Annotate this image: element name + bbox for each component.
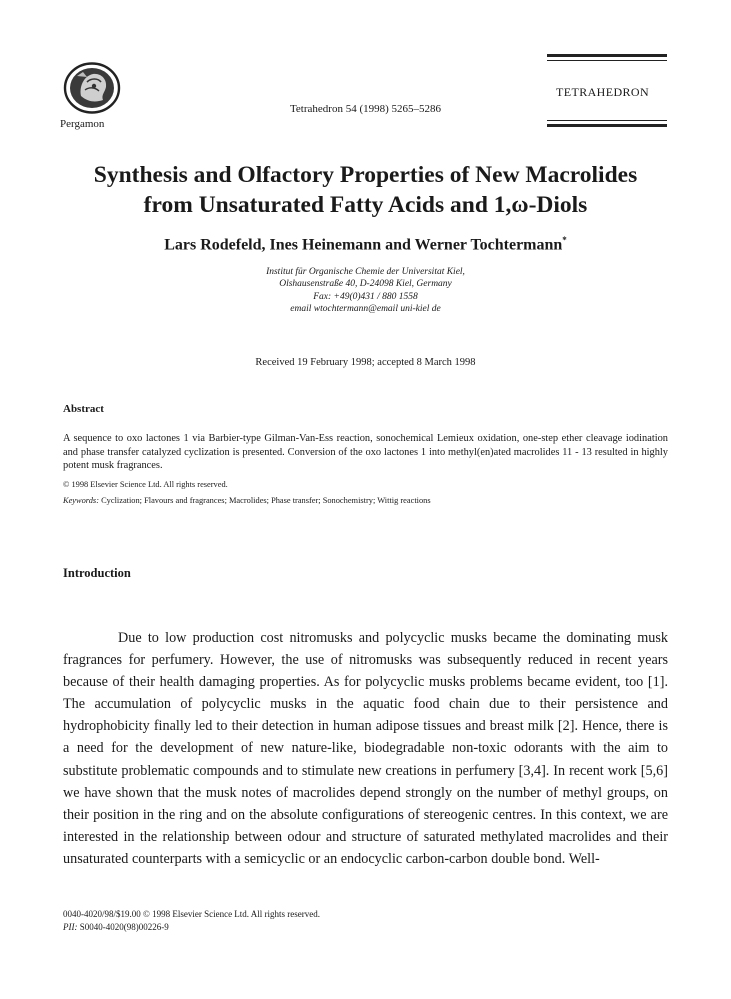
keywords-list: Cyclization; Flavours and fragrances; Macrolides; Phase transfer; Sonochemistry; Wittig reactions — [101, 496, 431, 505]
header-rule-top-2 — [547, 60, 667, 61]
corresponding-mark: * — [562, 235, 567, 245]
author-names: Lars Rodefeld, Ines Heinemann and Werner Tochtermann — [164, 236, 563, 254]
title-line-1: Synthesis and Olfactory Properties of New Macrolides — [93, 162, 638, 188]
introduction-body — [63, 627, 668, 870]
journal-citation: Tetrahedron 54 (1998) 5265–5286 — [289, 103, 442, 115]
affiliation-line-3: Fax: +49(0)431 / 880 1558 — [313, 291, 418, 302]
paper-title — [0, 160, 731, 220]
header-rule-bottom-2 — [547, 124, 667, 127]
affiliation-line-1: Institut für Organische Chemie der Universitat Kiel, — [266, 267, 465, 277]
affiliation-line-2: Olshausenstraße 40, D-24098 Kiel, Germany — [279, 279, 452, 290]
affiliation-line-4: email wtochtermann@email uni-kiel de — [290, 303, 441, 314]
title-line-2: from Unsaturated Fatty Acids and 1,ω-Diols — [143, 192, 588, 218]
header-rule-bottom-1 — [547, 120, 667, 121]
abstract-copyright: © 1998 Elsevier Science Ltd. All rights reserved. — [63, 480, 228, 489]
authors — [0, 235, 731, 254]
keywords-label: Keywords: — [63, 496, 99, 505]
header-rule-top-1 — [547, 54, 667, 57]
introduction-paragraph: Due to low production cost nitromusks and polycyclic musks became the dominating musk fragrances for perfumery. However, the use of nitromusks was subsequently reduced in recent years because of their health damaging properties. As for polycyclic musks problems became evident, too [1]. The accumulation of polycyclic musks in the aquatic food chain due to their persistence and hydrophobicity finally led to their detection in human adipose tissues and breast milk [2]. Hence, there is a need for the development of new nature-like, biodegradable non-toxic odorants with the aim to substitute problematic compounds and to stimulate new creations in perfumery [3,4]. In recent work [5,6] we have shown that the musk notes of macrolides depend strongly on the number of methyl groups, on their position in the ring and on the absolute configurations of stereogenic centres. In this context, we are interested in the relationship between odour and structure of saturated methylated macrolides and their unsaturated counterparts with a semicyclic or an endocyclic carbon-carbon double bond. Well- — [63, 630, 668, 867]
abstract-heading: Abstract — [63, 403, 104, 415]
affiliation — [0, 266, 731, 315]
journal-name: TETRAHEDRON — [556, 85, 650, 99]
introduction-heading: Introduction — [63, 566, 131, 580]
keywords — [63, 496, 431, 505]
pii-value: S0040-4020(98)00226-9 — [79, 922, 169, 932]
pii-label: PII: — [63, 922, 78, 932]
received-dates: Received 19 February 1998; accepted 8 March 1998 — [255, 357, 476, 368]
publisher-name: Pergamon — [60, 118, 105, 130]
footer-copyright: 0040-4020/98/$19.00 © 1998 Elsevier Science Ltd. All rights reserved. — [63, 909, 321, 919]
abstract-text: A sequence to oxo lactones 1 via Barbier-type Gilman-Van-Ess reaction, sonochemical Lemieux oxidation, one-step ether cleavage iodination and phase transfer catalyzed cyclization is presented. Conversion of the oxo lactones 1 into methyl(en)ated macrolides 11 - 13 resulted in highly potent musk fragrances. — [63, 433, 668, 472]
footer-pii — [63, 922, 169, 932]
